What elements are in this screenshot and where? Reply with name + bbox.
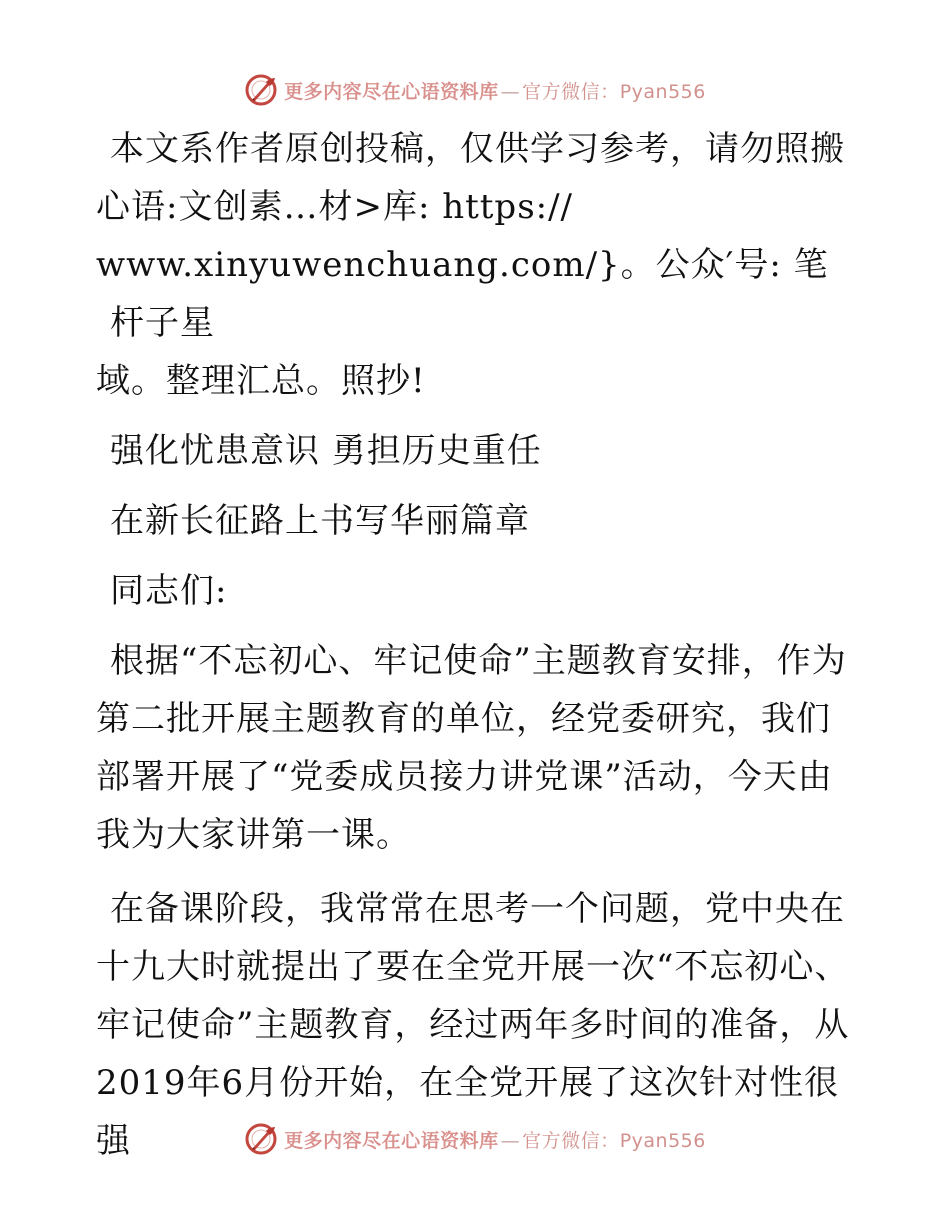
footer-banner bbox=[0, 1119, 950, 1159]
notice-line-4: 域。整理汇总。照抄! bbox=[96, 361, 426, 401]
title-line-1: 强化忧患意识 勇担历史重任 bbox=[110, 431, 542, 471]
footer-site-text: 更多内容尽在心语资料库 bbox=[284, 1129, 499, 1152]
title-line-2: 在新长征路上书写华丽篇章 bbox=[110, 501, 530, 541]
notice-line-3: www.xinyuwenchuang.com/}。公众′号: 笔杆子星 bbox=[96, 245, 829, 343]
body-paragraph-1-text: 根据“不忘初心、牢记使命”主题教育安排，作为第二批开展主题教育的单位，经党委研究，我们部署开展了“党委成员接力讲党课”活动，今天由我为大家讲第一课。 bbox=[96, 641, 847, 855]
header-banner bbox=[0, 70, 950, 110]
notice-line-1: 本文系作者原创投稿，仅供学习参考，请勿照搬 bbox=[110, 129, 845, 169]
header-banner-text bbox=[284, 77, 706, 104]
footer-separator: — bbox=[500, 1129, 521, 1152]
footer-banner-inner bbox=[244, 1122, 706, 1156]
document-body bbox=[96, 120, 856, 1186]
body-paragraph-1 bbox=[96, 632, 856, 864]
header-wechat-id: Pyan556 bbox=[619, 80, 706, 103]
header-wechat-label: 官方微信： bbox=[522, 80, 620, 103]
footer-wechat-label: 官方微信： bbox=[522, 1129, 620, 1152]
salutation: 同志们: bbox=[110, 571, 228, 611]
quill-pen-logo-icon bbox=[244, 73, 278, 107]
footer-wechat-id: Pyan556 bbox=[619, 1129, 706, 1152]
notice-paragraph bbox=[96, 120, 856, 410]
header-banner-inner bbox=[244, 73, 706, 107]
footer-banner-text bbox=[284, 1126, 706, 1153]
body-paragraph-2-text: 在备课阶段，我常常在思考一个问题，党中央在十九大时就提出了要在全党开展一次“不忘初心、牢记使命”主题教育，经过两年多时间的准备，从2019年6月份开始，在全党开展了这次针对性很强 bbox=[96, 889, 850, 1161]
header-separator: — bbox=[500, 80, 521, 103]
quill-pen-logo-icon bbox=[244, 1122, 278, 1156]
notice-line-2: 心语:文创素…材>库: https:// bbox=[96, 187, 574, 227]
header-site-text: 更多内容尽在心语资料库 bbox=[284, 80, 499, 103]
